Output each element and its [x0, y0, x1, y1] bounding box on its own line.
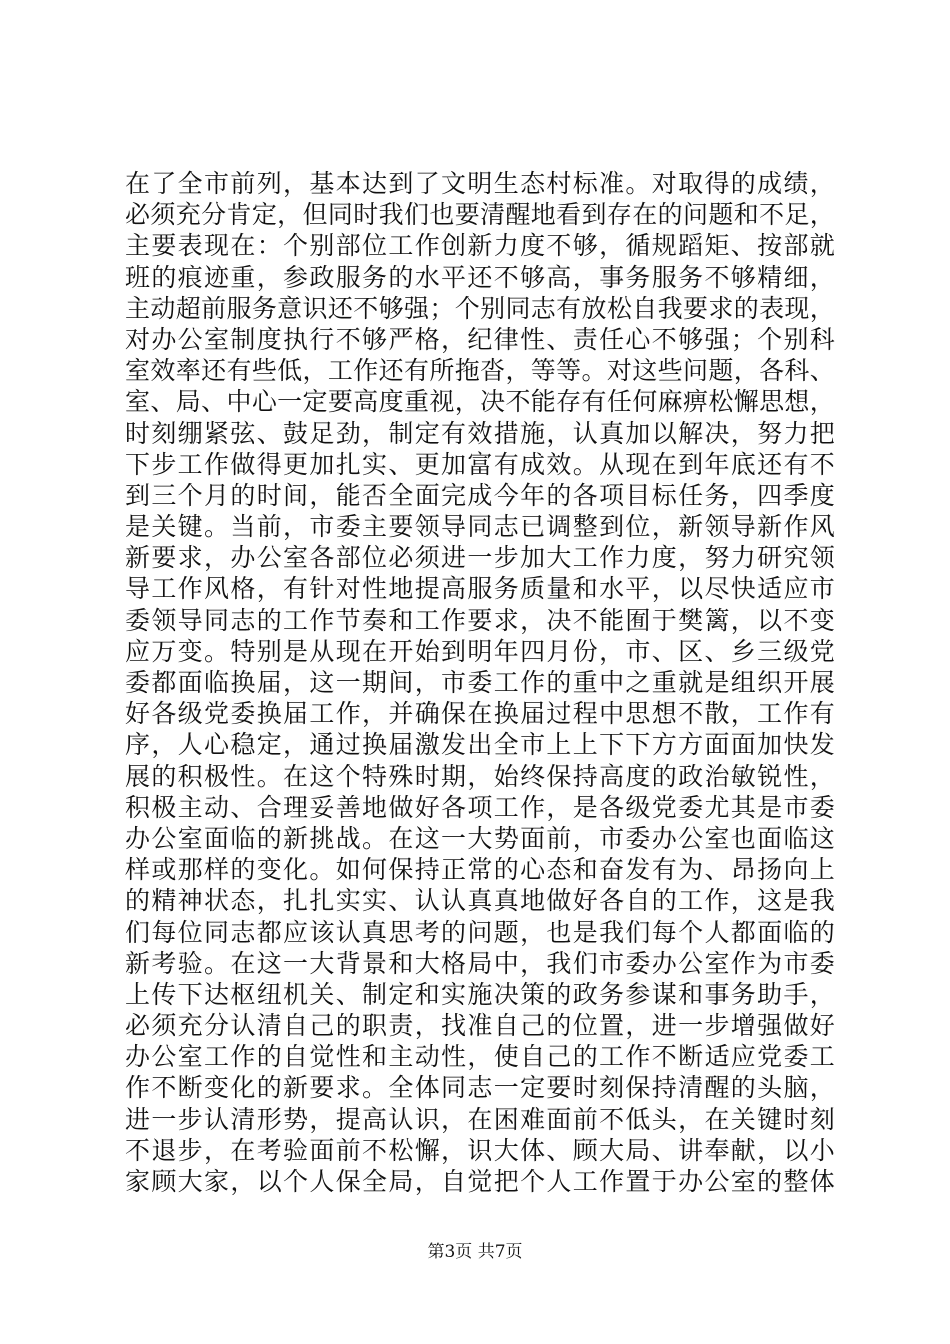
- text-line: 必须充分认清自己的职责，找准自己的位置，进一步增强做好: [125, 1011, 835, 1041]
- text-line: 是关键。当前，市委主要领导同志已调整到位，新领导新作风: [125, 512, 835, 542]
- text-line: 主动超前服务意识还不够强；个别同志有放松自我要求的表现，: [125, 293, 835, 323]
- text-line: 时刻绷紧弦、鼓足劲，制定有效措施，认真加以解决，努力把: [125, 418, 835, 448]
- text-line: 新考验。在这一大背景和大格局中，我们市委办公室作为市委: [125, 948, 835, 978]
- text-line: 进一步认清形势，提高认识，在困难面前不低头，在关键时刻: [125, 1104, 835, 1134]
- text-line: 新要求，办公室各部位必须进一步加大工作力度，努力研究领: [125, 543, 835, 573]
- text-line: 的精神状态，扎扎实实、认认真真地做好各自的工作，这是我: [125, 886, 835, 916]
- text-line: 上传下达枢纽机关、制定和实施决策的政务参谋和事务助手，: [125, 979, 835, 1009]
- text-line: 到三个月的时间，能否全面完成今年的各项目标任务，四季度: [125, 480, 835, 510]
- text-line: 序，人心稳定，通过换届激发出全市上上下下方方面面加快发: [125, 730, 835, 760]
- text-line: 们每位同志都应该认真思考的问题，也是我们每个人都面临的: [125, 917, 835, 947]
- page-number-footer: 第3页 共7页: [427, 1242, 523, 1262]
- text-line: 办公室面临的新挑战。在这一大势面前，市委办公室也面临这: [125, 823, 835, 853]
- text-line: 委都面临换届，这一期间，市委工作的重中之重就是组织开展: [125, 668, 835, 697]
- text-line: 委领导同志的工作节奏和工作要求，决不能囿于樊篱，以不变: [125, 605, 835, 635]
- text-line: 展的积极性。在这个特殊时期，始终保持高度的政治敏锐性，: [125, 761, 835, 791]
- text-line: 办公室工作的自觉性和主动性，使自己的工作不断适应党委工: [125, 1042, 835, 1072]
- text-line: 积极主动、合理妥善地做好各项工作，是各级党委尤其是市委: [125, 792, 835, 822]
- text-line: 室、局、中心一定要高度重视，决不能存有任何麻痹松懈思想，: [125, 387, 835, 417]
- body-text: [125, 168, 835, 1197]
- text-line: 班的痕迹重，参政服务的水平还不够高，事务服务不够精细，: [125, 262, 835, 292]
- text-line: 必须充分肯定，但同时我们也要清醒地看到存在的问题和不足，: [125, 200, 835, 230]
- text-line: 样或那样的变化。如何保持正常的心态和奋发有为、昂扬向上: [125, 855, 835, 885]
- text-line: 在了全市前列，基本达到了文明生态村标准。对取得的成绩，: [125, 169, 835, 198]
- text-line: 作不断变化的新要求。全体同志一定要时刻保持清醒的头脑，: [125, 1073, 835, 1103]
- text-line: 好各级党委换届工作，并确保在换届过程中思想不散，工作有: [125, 699, 835, 729]
- text-line: 主要表现在：个别部位工作创新力度不够，循规蹈矩、按部就: [125, 231, 835, 261]
- text-line: 室效率还有些低，工作还有所拖沓，等等。对这些问题，各科、: [125, 356, 835, 386]
- text-line: 导工作风格，有针对性地提高服务质量和水平，以尽快适应市: [125, 574, 835, 604]
- text-line: 下步工作做得更加扎实、更加富有成效。从现在到年底还有不: [125, 449, 835, 479]
- text-line: 应万变。特别是从现在开始到明年四月份，市、区、乡三级党: [125, 636, 835, 666]
- text-line: 对办公室制度执行不够严格，纪律性、责任心不够强；个别科: [125, 324, 835, 354]
- text-line: 家顾大家，以个人保全局，自觉把个人工作置于办公室的整体: [125, 1167, 835, 1196]
- text-line: 不退步，在考验面前不松懈，识大体、顾大局、讲奉献，以小: [125, 1135, 835, 1165]
